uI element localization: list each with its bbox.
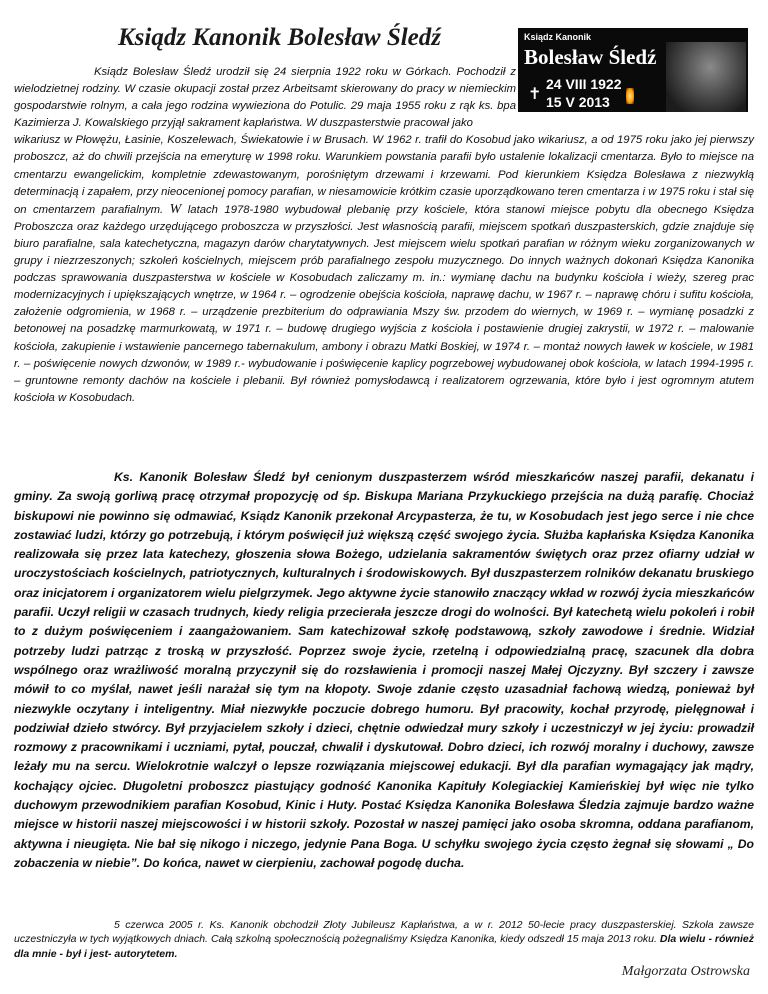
cross-icon: ✝ — [528, 86, 542, 103]
paragraph-biography — [14, 64, 754, 407]
banner-birth-date: 24 VIII 1922 — [546, 76, 622, 92]
banner-kicker: Ksiądz Kanonik — [524, 32, 592, 42]
banner-death-date: 15 V 2013 — [546, 94, 610, 110]
paragraph-biography-end: latach 1978-1980 wybudował plebanię przy kościele, która stanowi miejsce pobytu dla obecnego Księdza Proboszcza oraz każdego urzędującego proboszcza w przyszłości. Jest własnością parafii, miejscem spotkań duszpasterskich, gdzie znajduje się biuro parafialne, sala katechetyczna, magazyn darów charytatywnych. Jest miejscem wielu spotkań parafian w różnym wieku zorganizowanych w grupy i niezrzeszonych; szkoleń kościelnych, miejscem prób parafialnego zespołu muzycznego. Do innych ważnych dokonań Księdza Kanonika podczas sprawowania duszpasterstwa w kościele w Kosobudach zaliczamy m. in.: wymianę dachu na budynku kościoła i wieży, szereg prac modernizacyjnych i upiększających wnętrze, w 1964 r. – ogrodzenie obejścia kościoła, naprawę dachu, w 1967 r. – naprawę chóru i sufitu kościoła, założenie odgromienia, w 1968 r. – urządzenie prezbiterium do odprawiania Mszy św. przodem do wiernych, w 1969 r. – wymianę posadzki z betonowej na posadzkę marmurkowatą, w 1971 r. – budowę drugiego wyjścia z kościoła i postawienie drugiej zakrystii, w 1972 r. – malowanie kościoła, zakupienie i wstawienie pancernego tabernakulum, ambony i obrazu Matki Boskiej, w 1974 r. – montaż nowych ławek w kościele, w 1981 r. – poświęcenie nowych dzwonów, w 1989 r.- wybudowanie i poświęcenie kaplicy pogrzebowej wybudowanej obok kościoła, w latach 1994-1995 r. – gruntowne remonty dachów na kościele i plebanii. Był również pomysłodawcą i realizatorem ogrzewania, które było i jest ogromnym atutem kościoła w Kosobudach. — [14, 203, 754, 404]
paragraph-jubilee-text: 5 czerwca 2005 r. Ks. Kanonik obchodził Złoty Jubileusz Kapłaństwa, a w r. 2012 50-lecie pracy duszpasterskiej. Szkoła zawsze uczestniczyła w tych wyjątkowych dniach. Całą szkolną społecznością pożegnaliśmy Księdza Kanonika, kiedy odszedł 15 maja 2013 roku. — [14, 919, 754, 946]
author-signature: Małgorzata Ostrowska — [621, 964, 750, 979]
banner-name: Bolesław Śledź — [524, 45, 657, 69]
page-title: Ksiądz Kanonik Bolesław Śledź — [118, 24, 441, 51]
paragraph-tribute: Ks. Kanonik Bolesław Śledź był cenionym duszpasterzem wśród mieszkańców naszej parafii, dekanatu i gminy. Za swoją gorliwą pracę otrzymał propozycję od śp. Biskupa Mariana Przykuckiego przejścia na dużą parafię. Chociaż biskupowi nie powinno się odmawiać, Ksiądz Kanonik przekonał Arcypasterza, że tu, w Kosobudach jest jego serce i nie chce zostawiać ludzi, którzy go potrzebują, i którym poświęcił już większą część swojego życia. Służba kapłańska Księdza Kanonika realizowała się przez lata katechezy, głoszenia słowa Bożego, udzielania sakramentów świętych oraz przez ofiarny udział w uroczystościach kościelnych, patriotycznych, kulturalnych i środowiskowych. Był duszpasterzem rolników dekanatu bruskiego oraz inicjatorem i organizatorem wielu pielgrzymek. Jego aktywne życie stanowiło znaczący wkład w rozwój życia mieszkańców parafii. Uczył religii w czasach trudnych, kiedy religia przecierała jeszcze drogi do wolności. Był katechetą wielu pokoleń i robił to z dużym poświęceniem i zaangażowaniem. Sam katechizował szkołę podstawową, szkoły zawodowe i średnie. Widział potrzeby ludzi patrząc z troską w przyszłość. Poprzez swoje życie, rzetelną i odpowiedzialną pracę, szacunek dla dobra wspólnego oraz wrażliwość moralną przyczynił się do rozsławienia i promocji naszej Małej Ojczyzny. Był szczery i zawsze mówił to co myślał, nawet jeśli narażał się tym na kłopoty. Swoje zdanie często uzasadniał fachową wiedzą, ponieważ był niezwykle oczytany i inteligentny. Miał niezwykłe poczucie dobrego humoru. Był pracowity, kochał przyrodę, pielęgnował i podziwiał dzieło stwórcy. Był przyjacielem szkoły i dzieci, chętnie odwiedzał mury szkoły i uczestniczył w jej życiu: prowadził rozmowy z pracownikami i uczniami, pytał, pouczał, chwalił i dyskutował. Dobro dzieci, ich rozwój moralny i duchowy, zawsze leżały mu na sercu. Wielokrotnie walczył o lepsze rozwiązania miejscowej edukacji. Był dla parafian wymagający jak mądry, kochający ojciec. Długoletni proboszcz piastujący godność Kanonika Kapituły Kolegiackiej Kamieńskiej był więc nie tylko duchowym przewodnikiem parafian Kosobud, Kinic i Huty. Postać Księdza Kanonika Bolesława Śledzia zajmuje bardzo ważne miejsce w historii naszej miejscowości i w historii szkoły. Pozostał w naszej pamięci jako osoba skromna, oddana parafianom, aktywna i nieugięta. Nie bał się nikogo i niczego, jedynie Pana Boga. U schyłku swojego życia często żegnał się słowami „ Do zobaczenia w niebie”. Do końca, nawet w cierpieniu, zachował pogodę ducha. — [14, 470, 754, 870]
paragraph-biography-middle: wikariusz w Płowężu, Łasinie, Koszelewach, Świekatowie i w Brusach. W 1962 r. trafił do Kosobud jako wikariusz, a od 1975 roku jako jej pierwszy proboszcz, aż do chwili przejścia na emeryturę w 1998 roku. Warunkiem powstania parafii było ustalenie lokalizacji cmentarza. Było to miejsce na cmentarzu ewangelickim, kompletnie zdewastowanym, porośniętym drzewami i krzewami. Pod kierunkiem Księdza Bolesława z niezwykłą determinacją i zapałem, przy nieocenionej pomocy parafian, w niesamowicie krótkim czasie uporządkowano teren cmentarza i w 1975 roku i stał się on cmentarzem parafialnym. — [14, 134, 754, 216]
paragraph-biography-start: Ksiądz Bolesław Śledź urodził się 24 sierpnia 1922 roku w Górkach. Pochodził z wielodzietnej rodziny. W czasie okupacji został przez Arbeitsamt skierowany do pracy w niemieckim gospodarstwie rolnym, a cała jego rodzina wywieziona do Potulic. 29 maja 1955 roku z rąk ks. bpa Kazimierza J. Kowalskiego przyjął sakrament kapłaństwa. W duszpasterstwie pracował jako — [14, 66, 516, 130]
paragraph-jubilee — [14, 918, 754, 961]
paragraph-biography-dropletter: W — [169, 201, 182, 217]
paragraph-jubilee-closing: Dla wielu - również dla mnie - był i jest- autorytetem. — [14, 933, 755, 960]
